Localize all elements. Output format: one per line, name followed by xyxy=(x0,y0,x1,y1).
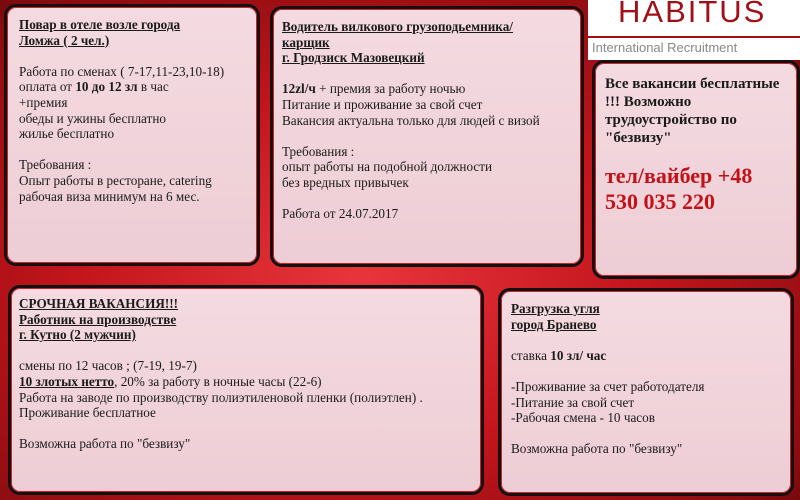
card2-line: Вакансия актуальна только для людей с визой xyxy=(282,112,540,128)
card3-text: Все вакансии бесплатные !!! Возможно трудоустройство по "безвизу" xyxy=(605,76,780,146)
card2-requirement: опыт работы на подобной должности xyxy=(282,159,493,175)
card2-title-line1: Водитель вилкового грузоподьемника/ xyxy=(282,19,513,34)
vacancy-card-production xyxy=(8,285,484,495)
card1-title-line2: Ломжа ( 2 чел.) xyxy=(19,32,110,48)
logo-divider xyxy=(588,36,800,38)
card5-item: -Питание за свой счет xyxy=(511,394,635,410)
habitus-logo xyxy=(588,0,800,60)
card2-requirements-title: Требования : xyxy=(282,143,355,159)
logo-brand: HABITUS xyxy=(618,0,767,29)
vacancy-card-cook xyxy=(4,4,260,266)
card4-note: Возможна работа по "безвизу" xyxy=(19,436,191,452)
card5-title-line1: Разгрузка угля xyxy=(511,301,600,316)
vacancy-card-forklift xyxy=(270,6,584,267)
card4-title-line3: г. Кутно (2 мужчин) xyxy=(19,327,136,343)
info-card-contacts xyxy=(592,60,800,279)
card1-requirements-title: Требования : xyxy=(19,157,92,173)
card1-requirement: Опыт работы в ресторане, catering xyxy=(19,172,212,188)
card4-shifts: смены по 12 часов ; (7-19, 19-7) xyxy=(19,358,197,374)
card2-start-date: Работа от 24.07.2017 xyxy=(282,206,399,222)
card3-phone[interactable]: тел/вайбер +48 530 035 220 xyxy=(605,163,753,214)
card5-item: -Проживание за счет работодателя xyxy=(511,378,705,394)
card1-meals: обеды и ужины бесплатно xyxy=(19,110,166,126)
card5-note: Возможна работа по "безвизу" xyxy=(511,441,683,457)
card5-item: -Рабочая смена - 10 часов xyxy=(511,410,655,426)
card2-title-line3: г. Гродзиск Мазовецкий xyxy=(282,50,425,66)
card2-requirement: без вредных привычек xyxy=(282,174,409,190)
card4-pay: 10 злотых нетто, 20% за работу в ночные часы (22-6) xyxy=(19,373,322,389)
card1-bonus: +премия xyxy=(19,94,68,110)
logo-tagline: International Recruitment xyxy=(592,40,738,55)
card1-title-line1: Повар в отеле возле города xyxy=(19,17,181,32)
card1-housing: жилье бесплатно xyxy=(19,126,115,142)
card2-pay: 12zl/ч + премия за работу ночью xyxy=(282,81,466,97)
vacancy-card-coal xyxy=(498,288,794,496)
card4-title-line2: Работник на производстве xyxy=(19,311,177,327)
card1-requirement: рабочая виза минимум на 6 мес. xyxy=(19,188,200,204)
card1-shifts: Работа по сменах ( 7-17,11-23,10-18) xyxy=(19,63,225,79)
card4-description: Работа на заводе по производству полиэтиленовой пленки (полиэтлен) . xyxy=(19,389,423,405)
card4-title-line1: СРОЧНАЯ ВАКАНСИЯ!!! xyxy=(19,296,179,311)
card4-housing: Проживание бесплатное xyxy=(19,405,156,421)
card5-rate: ставка 10 зл/ час xyxy=(511,347,607,363)
card1-pay: оплата от 10 до 12 зл в час xyxy=(19,79,169,95)
card5-title-line2: город Бранево xyxy=(511,316,597,332)
card2-line: Питание и проживание за свой счет xyxy=(282,96,483,112)
card2-title-line2: карщик xyxy=(282,34,330,50)
